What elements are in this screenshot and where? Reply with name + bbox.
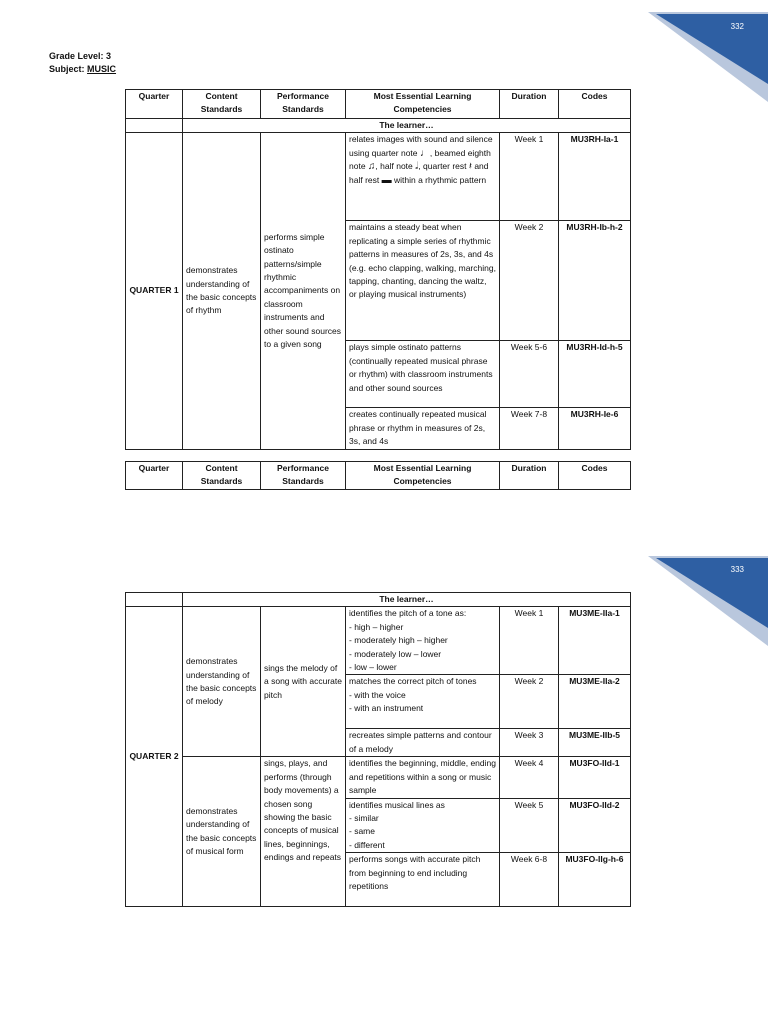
repeated-header-table [125, 461, 631, 490]
code-cell: MU3FO-IId-1 [559, 757, 631, 798]
duration-cell: Week 6-8 [500, 853, 559, 907]
code-cell: MU3RH-Ib-h-2 [559, 221, 631, 341]
duration-cell: Week 1 [500, 607, 559, 675]
header-performance-standards: Performance Standards [261, 462, 346, 490]
table-row [126, 757, 631, 798]
competency-cell: identifies the beginning, middle, ending and repetitions within a song or music sample [346, 757, 500, 798]
subject-value: MUSIC [87, 64, 117, 74]
duration-cell: Week 7-8 [500, 408, 559, 449]
content-standard: demonstrates understanding of the basic concepts of musical form [183, 757, 261, 907]
competency-cell: performs songs with accurate pitch from beginning to end including repetitions [346, 853, 500, 907]
quarter-label: QUARTER 2 [126, 607, 183, 907]
code-cell: MU3RH-Id-h-5 [559, 341, 631, 408]
code-cell: MU3ME-IIa-2 [559, 675, 631, 729]
content-standard: demonstrates understanding of the basic concepts of rhythm [183, 133, 261, 449]
table-header-row [126, 90, 631, 119]
quarter-1-table [125, 89, 631, 450]
performance-standard: performs simple ostinato patterns/simple rhythmic accompaniments on classroom instruments and other sound sources to a given song [261, 133, 346, 449]
page-number: 333 [730, 565, 744, 574]
header-competencies: Most Essential Learning Competencies [346, 462, 500, 490]
duration-cell: Week 2 [500, 221, 559, 341]
grade-value: 3 [106, 51, 112, 61]
duration-cell: Week 3 [500, 729, 559, 757]
content-standard: demonstrates understanding of the basic concepts of melody [183, 607, 261, 757]
quarter-note-icon: ♩ [419, 147, 430, 159]
code-cell: MU3ME-IIa-1 [559, 607, 631, 675]
competency-cell: identifies the pitch of a tone as: - high – higher - moderately high – higher - moderately low – lower - low – lower [346, 607, 500, 675]
learner-label: The learner… [183, 119, 631, 133]
learner-label: The learner… [183, 593, 631, 607]
header-content-standards: Content Standards [183, 462, 261, 490]
beamed-eighth-note-icon: ♫ [367, 161, 376, 173]
header-codes: Codes [559, 462, 631, 490]
quarter-label: QUARTER 1 [126, 133, 183, 449]
header-quarter: Quarter [126, 462, 183, 490]
performance-standard: sings, plays, and performs (through body movements) a chosen song showing the basic concepts of musical lines, beginnings, endings and repeats [261, 757, 346, 907]
grade-label: Grade Level: [49, 51, 104, 61]
half-note-icon: 𝅗𝅥 [415, 161, 419, 173]
code-cell: MU3FO-IIg-h-6 [559, 853, 631, 907]
header-quarter: Quarter [126, 90, 183, 119]
half-rest-icon: ▬ [381, 174, 392, 186]
quarter-rest-icon: 𝄽 [468, 161, 472, 173]
competency-cell: matches the correct pitch of tones - with the voice - with an instrument [346, 675, 500, 729]
document-meta [49, 50, 116, 76]
performance-standard: sings the melody of a song with accurate pitch [261, 607, 346, 757]
competency-cell: identifies musical lines as - similar - same - different [346, 798, 500, 853]
table-row [126, 607, 631, 675]
duration-cell: Week 4 [500, 757, 559, 798]
duration-cell: Week 5 [500, 798, 559, 853]
duration-cell: Week 5-6 [500, 341, 559, 408]
subject-label: Subject: [49, 64, 85, 74]
competency-cell: creates continually repeated musical phrase or rhythm in measures of 2s, 3s, and 4s [346, 408, 500, 449]
page-corner-decoration [648, 12, 768, 102]
duration-cell: Week 1 [500, 133, 559, 221]
code-cell: MU3FO-IId-2 [559, 798, 631, 853]
header-duration: Duration [500, 90, 559, 119]
header-content-standards: Content Standards [183, 90, 261, 119]
competency-cell: recreates simple patterns and contour of a melody [346, 729, 500, 757]
duration-cell: Week 2 [500, 675, 559, 729]
code-cell: MU3RH-Ie-6 [559, 408, 631, 449]
competency-cell: plays simple ostinato patterns (continually repeated musical phrase or rhythm) with classroom instruments and other sound sources [346, 341, 500, 408]
header-performance-standards: Performance Standards [261, 90, 346, 119]
code-cell: MU3RH-Ia-1 [559, 133, 631, 221]
competency-cell: maintains a steady beat when replicating a simple series of rhythmic patterns in measures of 2s, 3s, and 4s (e.g. echo clapping, walking, marching, tapping, chanting, dancing the waltz, or playing musical instruments) [346, 221, 500, 341]
header-codes: Codes [559, 90, 631, 119]
header-duration: Duration [500, 462, 559, 490]
page-corner-decoration [648, 556, 768, 646]
code-cell: MU3ME-IIb-5 [559, 729, 631, 757]
table-header-row [126, 462, 631, 490]
competency-cell: relates images with sound and silence using quarter note ♩, beamed eighth note ♫, half note 𝅗𝅥, quarter rest 𝄽 and half rest ▬ within a rhythmic pattern [346, 133, 500, 221]
page-number: 332 [730, 22, 744, 31]
quarter-2-table [125, 592, 631, 907]
header-competencies: Most Essential Learning Competencies [346, 90, 500, 119]
table-row [126, 133, 631, 221]
